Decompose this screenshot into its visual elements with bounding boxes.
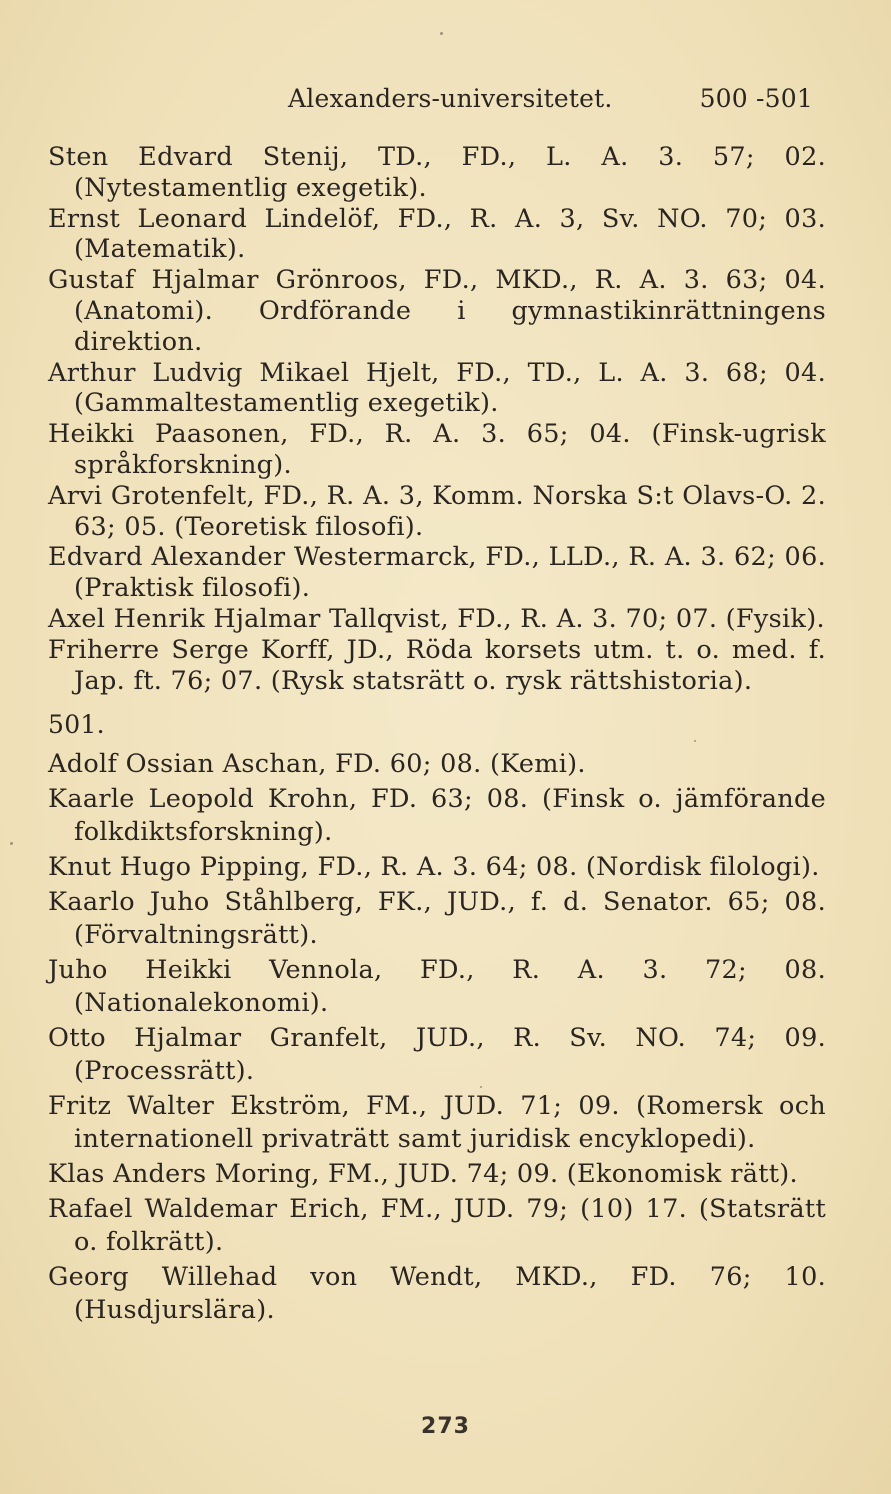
list-item: Klas Anders Moring, FM., JUD. 74; 09. (Ekonomisk rätt). — [48, 1159, 798, 1190]
list-item: Adolf Ossian Aschan, FD. 60; 08. (Kemi). — [48, 749, 586, 780]
paper-speck — [440, 32, 443, 35]
paper-speck — [10, 842, 13, 845]
list-item: Arthur Ludvig Mikael Hjelt, FD., TD., L. A. 3. 68; 04. (Gammaltestamentlig exegetik). — [48, 357, 826, 419]
running-header — [0, 84, 891, 124]
list-item: Knut Hugo Pipping, FD., R. A. 3. 64; 08. (Nordisk filologi). — [48, 852, 820, 883]
list-item: Fritz Walter Ekström, FM., JUD. 71; 09. (Romersk och internationell privaträtt samt juridisk encyklopedi). — [48, 1091, 826, 1155]
list-item: Axel Henrik Hjalmar Tallqvist, FD., R. A. 3. 70; 07. (Fysik). — [48, 603, 825, 634]
header-page-range: 500 -501 — [699, 84, 813, 113]
list-item: Juho Heikki Vennola, FD., R. A. 3. 72; 08. (Nationalekonomi). — [48, 955, 826, 1019]
paper-speck — [480, 1086, 482, 1088]
list-item: Ernst Leonard Lindelöf, FD., R. A. 3, Sv. NO. 70; 03. (Matematik). — [48, 203, 826, 265]
list-item: Heikki Paasonen, FD., R. A. 3. 65; 04. (Finsk-ugrisk språkforskning). — [48, 419, 826, 480]
list-item: Rafael Waldemar Erich, FM., JUD. 79; (10) 17. (Statsrätt o. folkrätt). — [48, 1194, 826, 1258]
list-item: Arvi Grotenfelt, FD., R. A. 3, Komm. Norska S:t Olavs-O. 2. 63; 05. (Teoretisk filosofi). — [48, 480, 826, 542]
list-item: Sten Edvard Stenij, TD., FD., L. A. 3. 57; 02. (Nytestamentlig exegetik). — [48, 142, 826, 203]
page-number: 273 — [421, 1414, 470, 1439]
list-item: Otto Hjalmar Granfelt, JUD., R. Sv. NO. 74; 09. (Processrätt). — [48, 1023, 826, 1087]
header-title: Alexanders-universitetet. — [288, 84, 613, 113]
list-item: Gustaf Hjalmar Grönroos, FD., MKD., R. A. 3. 63; 04. (Anatomi). Ordförande i gymnastikinrättningens direktion. — [48, 265, 826, 357]
entry-list-501 — [48, 748, 826, 1327]
section-number: 501. — [48, 710, 105, 740]
list-item: Georg Willehad von Wendt, MKD., FD. 76; 10. (Husdjurslära). — [48, 1262, 826, 1326]
entry-list — [48, 142, 826, 1329]
paper-speck — [694, 740, 696, 742]
list-item: Kaarlo Juho Ståhlberg, FK., JUD., f. d. Senator. 65; 08. (Förvaltningsrätt). — [48, 887, 826, 951]
list-item: Kaarle Leopold Krohn, FD. 63; 08. (Finsk o. jämförande folkdiktsforskning). — [48, 784, 826, 848]
list-item: Friherre Serge Korff, JD., Röda korsets utm. t. o. med. f. Jap. ft. 76; 07. (Rysk statsrätt o. rysk rättshistoria). — [48, 634, 826, 696]
list-item: Edvard Alexander Westermarck, FD., LLD., R. A. 3. 62; 06. (Praktisk filosofi). — [48, 542, 826, 604]
